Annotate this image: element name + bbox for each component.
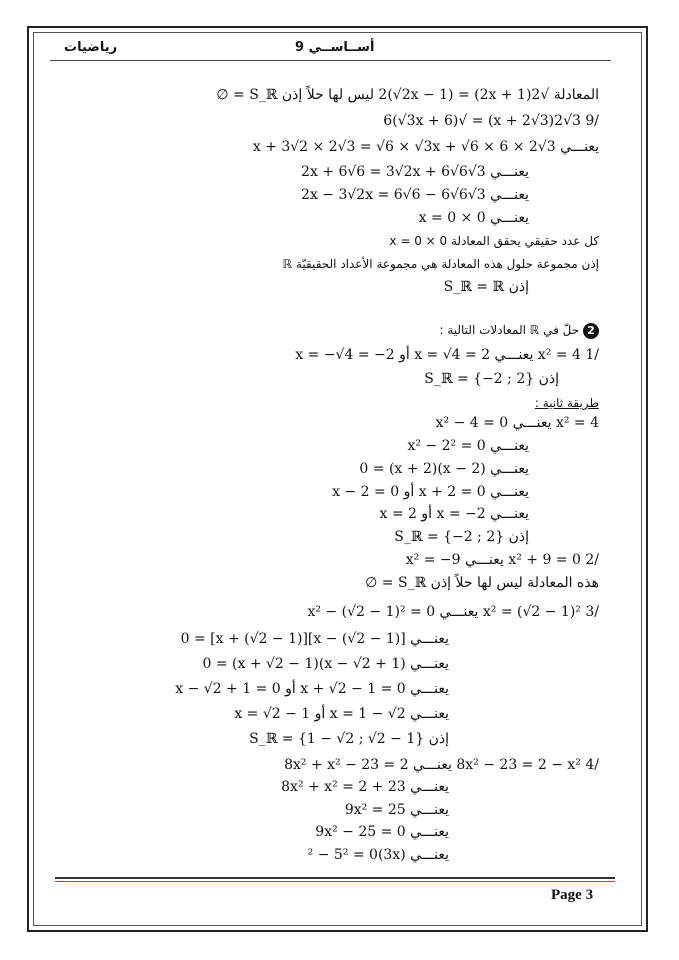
grade-label: 9 أســاســي <box>295 40 375 55</box>
eq-line: إذن S_ℝ = {1 − √2 ; √2 − 1} <box>249 731 449 747</box>
eq-line: إذن S_ℝ = ℝ <box>443 279 529 295</box>
eq-line: x² = 4 يعنـــي x² − 4 = 0 <box>435 415 599 431</box>
eq-line: يعنـــي 3√2 × x + 3√2 × 2√3 = √6 × √3x + √6 × 6 <box>252 139 599 155</box>
eq-line: يعنـــي 9x² = 25 <box>344 802 449 818</box>
eq-line: يعنـــي 8x² + x² = 2 + 23 <box>281 779 449 795</box>
section-number-badge: 2 <box>583 323 599 339</box>
footer-divider <box>55 877 615 879</box>
footer-divider-accent <box>55 881 615 882</box>
header-divider <box>50 60 611 61</box>
eq-line: يعنـــي 3√2x + 6√6 = 3√2x + 6√6 <box>301 164 529 180</box>
eq-line: يعنـــي x = 1 − √2 أو x = √2 − 1 <box>234 706 449 722</box>
eq-line: يعنـــي x = −2 أو x = 2 <box>379 506 529 522</box>
eq-line: يعنـــي x + 2 = 0 أو x − 2 = 0 <box>332 484 529 500</box>
eq-line: يعنـــي x + √2 − 1 = 0 أو x − √2 + 1 = 0 <box>175 681 449 697</box>
eq-line: يعنـــي 9x² − 25 = 0 <box>315 824 449 840</box>
text-line: كل عدد حقيقي يحقق المعادلة 0 × x = 0 <box>389 234 599 248</box>
eq-line: هذه المعادلة ليس لها حلاً إذن S_ℝ = ∅ <box>365 575 599 591</box>
method-heading: طريقة ثانية : <box>534 396 599 410</box>
eq-line: /1 x² = 4 يعنـــي x = √4 = 2 أو x = −√4 = −2 <box>295 347 599 363</box>
subject-label: رياضيات <box>64 40 118 55</box>
text-line: إذن مجموعة حلول هذه المعادلة هي مجموعة الأعداد الحقيقيّة ℝ <box>282 257 599 271</box>
eq-line: يعنـــي x² − 2² = 0 <box>407 438 529 454</box>
eq-line: يعنـــي 0 × x = 0 <box>418 210 529 226</box>
section-title <box>439 321 599 339</box>
eq-line: يعنـــي (x − 2)(x + 2) = 0 <box>359 461 529 477</box>
eq-line: يعنـــي [x − (√2 − 1)][x + (√2 − 1)] = 0 <box>180 631 449 647</box>
eq-line: المعادلة √2(2x + 1) = 2(√2x − 1) ليس لها حلاً إذن S_ℝ = ∅ <box>216 87 599 103</box>
eq-line: /2 x² + 9 = 0 يعنـــي x² = −9 <box>405 552 599 568</box>
page-number: Page 3 <box>551 887 594 903</box>
eq-line: /4 8x² − 23 = 2 − x² يعنـــي 8x² + x² − 23 = 2 <box>284 757 599 773</box>
eq-line: /9 3√2(x + 2√3) = √6(√3x + 6) <box>383 113 599 129</box>
eq-line: يعنـــي (3x)² − 5² = 0 <box>307 847 449 863</box>
eq-line: يعنـــي 3√2x − 3√2x = 6√6 − 6√6 <box>301 187 529 203</box>
section-title-text: حلّ في ℝ المعادلات التالية : <box>439 323 580 337</box>
eq-line: إذن S_ℝ = {−2 ; 2} <box>424 371 559 387</box>
eq-line: /3 x² = (√2 − 1)² يعنـــي x² − (√2 − 1)² = 0 <box>307 604 599 620</box>
eq-line: يعنـــي (x − √2 + 1)(x + √2 − 1) = 0 <box>202 656 449 672</box>
eq-line: إذن S_ℝ = {−2 ; 2} <box>394 529 529 545</box>
